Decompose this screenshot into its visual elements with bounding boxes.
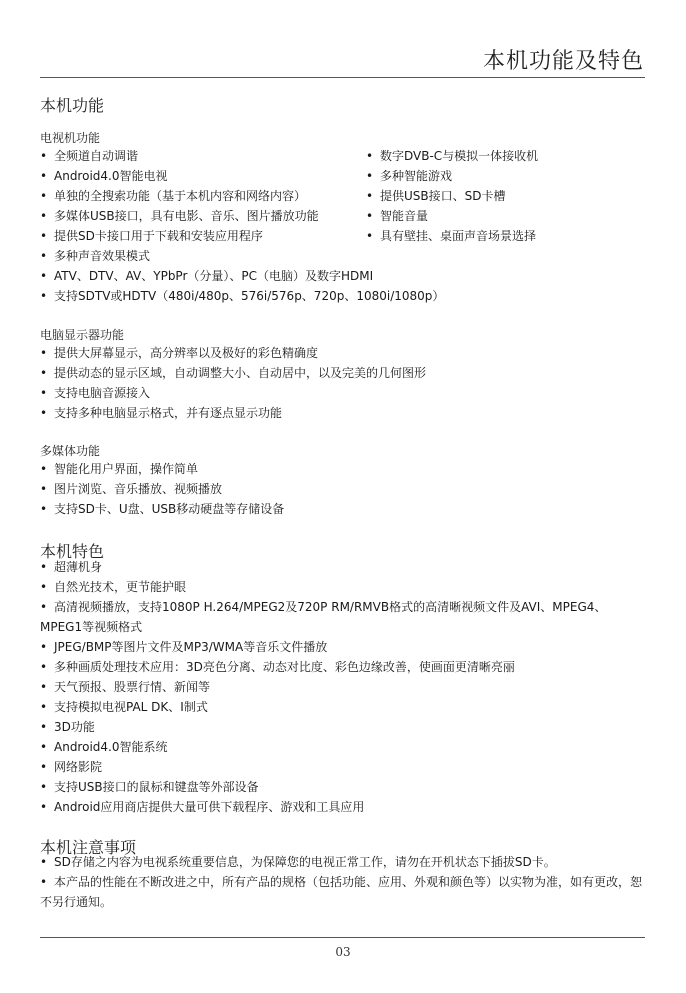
list-item: • 支持模拟电视PAL DK、I制式 xyxy=(40,697,208,717)
list-item: • 智能音量 xyxy=(366,206,428,226)
list-item: • Android4.0智能系统 xyxy=(40,737,167,757)
bullet-icon: • xyxy=(40,680,48,694)
bullet-icon: • xyxy=(40,346,48,360)
bullet-icon: • xyxy=(40,406,48,420)
bullet-icon: • xyxy=(366,229,374,243)
bullet-icon: • xyxy=(40,386,48,400)
list-item: • 单独的全搜索功能（基于本机内容和网络内容） xyxy=(40,186,306,206)
list-item: • Android4.0智能电视 xyxy=(40,166,167,186)
list-item: • 智能化用户界面，操作简单 xyxy=(40,459,198,479)
list-item: • 数字DVB-C与模拟一体接收机 xyxy=(366,146,538,166)
section-title-functions: 本机功能 xyxy=(40,96,105,115)
bottom-rule xyxy=(40,937,645,938)
bullet-icon: • xyxy=(40,269,48,283)
subsection-title-tv: 电视机功能 xyxy=(40,131,101,145)
bullet-icon: • xyxy=(40,720,48,734)
list-item: • 图片浏览、音乐播放、视频播放 xyxy=(40,479,222,499)
list-item: • 支持USB接口的鼠标和键盘等外部设备 xyxy=(40,777,259,797)
bullet-icon: • xyxy=(40,249,48,263)
list-item: • 多媒体USB接口，具有电影、音乐、图片播放功能 xyxy=(40,206,319,226)
list-item: • 全频道自动调谐 xyxy=(40,146,138,166)
list-item: • 支持SDTV或HDTV（480i/480p、576i/576p、720p、1080i/1080p） xyxy=(40,286,444,306)
list-item: • SD存储之内容为电视系统重要信息，为保障您的电视正常工作，请勿在开机状态下插拔SD卡。 xyxy=(40,852,556,872)
bullet-icon: • xyxy=(40,800,48,814)
list-item: • 本产品的性能在不断改进之中，所有产品的规格（包括功能、应用、外观和颜色等）以实物为准，如有更改，恕不另行通知。 xyxy=(40,872,645,912)
list-item: • 具有壁挂、桌面声音场景选择 xyxy=(366,226,536,246)
list-item: • 多种声音效果模式 xyxy=(40,246,150,266)
bullet-icon: • xyxy=(40,229,48,243)
bullet-icon: • xyxy=(40,600,48,614)
bullet-icon: • xyxy=(366,169,374,183)
list-item: • 多种画质处理技术应用：3D亮色分离、动态对比度、彩色边缘改善，使画面更清晰亮丽 xyxy=(40,657,515,677)
list-item: • 提供动态的显示区域，自动调整大小、自动居中，以及完美的几何图形 xyxy=(40,363,426,383)
list-item: • ATV、DTV、AV、YPbPr（分量）、PC（电脑）及数字HDMI xyxy=(40,266,373,286)
list-item: • JPEG/BMP等图片文件及MP3/WMA等音乐文件播放 xyxy=(40,637,327,657)
bullet-icon: • xyxy=(40,560,48,574)
bullet-icon: • xyxy=(366,189,374,203)
list-item: • 多种智能游戏 xyxy=(366,166,452,186)
bullet-icon: • xyxy=(40,169,48,183)
bullet-icon: • xyxy=(40,780,48,794)
bullet-icon: • xyxy=(40,189,48,203)
bullet-icon: • xyxy=(366,149,374,163)
list-item: • 3D功能 xyxy=(40,717,95,737)
bullet-icon: • xyxy=(40,700,48,714)
list-item: • Android应用商店提供大量可供下载程序、游戏和工具应用 xyxy=(40,797,364,817)
bullet-icon: • xyxy=(40,366,48,380)
bullet-icon: • xyxy=(40,760,48,774)
bullet-icon: • xyxy=(40,580,48,594)
bullet-icon: • xyxy=(40,855,48,869)
bullet-icon: • xyxy=(366,209,374,223)
subsection-title-pc: 电脑显示器功能 xyxy=(40,328,125,342)
bullet-icon: • xyxy=(40,875,48,889)
list-item: • 支持电脑音源接入 xyxy=(40,383,150,403)
bullet-icon: • xyxy=(40,462,48,476)
bullet-icon: • xyxy=(40,482,48,496)
list-item: • 提供USB接口、SD卡槽 xyxy=(366,186,506,206)
subsection-title-media: 多媒体功能 xyxy=(40,444,101,458)
list-item: • 自然光技术，更节能护眼 xyxy=(40,577,186,597)
list-item: • 提供大屏幕显示，高分辨率以及极好的彩色精确度 xyxy=(40,343,318,363)
bullet-icon: • xyxy=(40,740,48,754)
bullet-icon: • xyxy=(40,209,48,223)
list-item: • 天气预报、股票行情、新闻等 xyxy=(40,677,210,697)
list-item: • 提供SD卡接口用于下载和安装应用程序 xyxy=(40,226,263,246)
list-item: • 网络影院 xyxy=(40,757,102,777)
section-title-features: 本机特色 xyxy=(40,542,105,561)
bullet-icon: • xyxy=(40,640,48,654)
page-header-title: 本机功能及特色 xyxy=(482,49,644,74)
bullet-icon: • xyxy=(40,660,48,674)
top-rule xyxy=(40,77,645,78)
list-item: • 超薄机身 xyxy=(40,557,102,577)
list-item: • 支持多种电脑显示格式，并有逐点显示功能 xyxy=(40,403,282,423)
bullet-icon: • xyxy=(40,502,48,516)
list-item-continuation: MPEG1等视频格式 xyxy=(40,620,143,634)
list-item: • 支持SD卡、U盘、USB移动硬盘等存储设备 xyxy=(40,499,284,519)
page-number: 03 xyxy=(335,945,351,959)
bullet-icon: • xyxy=(40,149,48,163)
list-item: • 高清视频播放，支持1080P H.264/MPEG2及720P RM/RMVB格式的高清晰视频文件及AVI、MPEG4、 xyxy=(40,597,606,617)
section-title-notes: 本机注意事项 xyxy=(40,838,137,857)
bullet-icon: • xyxy=(40,289,48,303)
